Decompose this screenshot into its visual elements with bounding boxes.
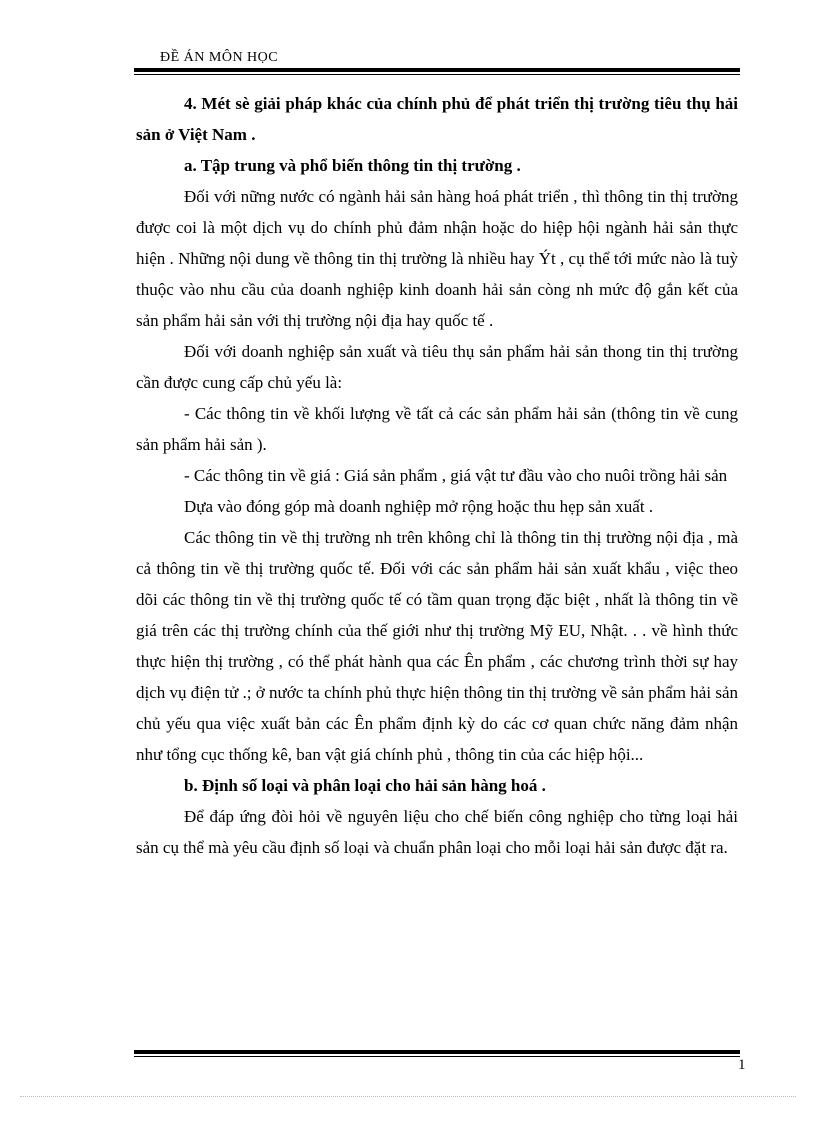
- paragraph-international-info: Các thông tin về thị trường nh trên không chỉ là thông tin thị trường nội địa , mà cả thông tin về thị trường quốc tế. Đối với các sản phẩm hải sản xuất khẩu , việc theo dõi các thông tin về thị trường quốc tế có tầm quan trọng đặc biệt , nhất là thông tin về giá trên các thị trường chính của thế giới như thị trường Mỹ EU, Nhật. . . về hình thức thực hiện thị trường , có thể phát hành qua các Ên phẩm , các chương trình thời sự hay dịch vụ điện tử .; ở nước ta chính phủ thực hiện thông tin thị trường về sản phẩm hải sản chủ yếu qua việc xuất bản các Ên phẩm định kỳ do các cơ quan chức năng đảm nhận như tổng cục thống kê, ban vật giá chính phủ , thông tin của các hiệp hội...: [136, 528, 738, 764]
- footer-rule: [134, 1050, 740, 1057]
- footer-rule-thick: [134, 1050, 740, 1054]
- paragraph-classification: Để đáp ứng đòi hỏi về nguyên liệu cho chế biến công nghiệp cho từng loại hải sản cụ thể mà yêu cầu định số loại và chuẩn phân loại cho mỗi loại hải sản được đặt ra.: [136, 807, 738, 857]
- paragraph-market-info-intro: Đối với nững nước có ngành hải sản hàng hoá phát triển , thì thông tin thị trường được coi là một dịch vụ do chính phủ đảm nhận hoặc do hiệp hội ngành hải sản thực hiện . Những nội dung về thông tin thị trường là nhiều hay Ýt , cụ thể tới mức nào là tuỳ thuộc vào nhu cầu của doanh nghiệp kinh doanh hải sản còng nh mức độ gắn kết của sản phẩm hải sản với thị trường nội địa hay quốc tế .: [136, 187, 738, 330]
- page-header-title: ĐỀ ÁN MÔN HỌC: [160, 50, 279, 65]
- document-body: [136, 88, 738, 863]
- page-number: 1: [738, 1057, 746, 1073]
- subsection-heading-b: b. Định số loại và phân loại cho hải sản hàng hoá .: [184, 776, 546, 795]
- bullet-volume-info: - Các thông tin về khối lượng về tất cả các sản phẩm hải sản (thông tin về cung sản phẩm hải sản ).: [136, 404, 738, 454]
- footer-rule-thin: [134, 1056, 740, 1057]
- paragraph-enterprise-needs: Đối với doanh nghiệp sản xuất và tiêu thụ sản phẩm hải sản thong tin thị trường cần được cung cấp chủ yếu là:: [136, 342, 738, 392]
- section-heading-4: 4. Mét sè giải pháp khác của chính phủ để phát triển thị trường tiêu thụ hải sản ở Việt Nam .: [136, 94, 738, 144]
- page-bottom-divider: [20, 1096, 796, 1097]
- subsection-heading-a: a. Tập trung và phổ biến thông tin thị trường .: [184, 156, 521, 175]
- header-rule-thin: [134, 74, 740, 75]
- paragraph-production-decision: Dựa vào đóng góp mà doanh nghiệp mở rộng hoặc thu hẹp sản xuất .: [184, 497, 654, 516]
- header-rule-thick: [134, 68, 740, 72]
- header-rule: [134, 68, 740, 75]
- bullet-price-info: - Các thông tin về giá : Giá sản phẩm , giá vật tư đầu vào cho nuôi trồng hải sản: [184, 466, 728, 485]
